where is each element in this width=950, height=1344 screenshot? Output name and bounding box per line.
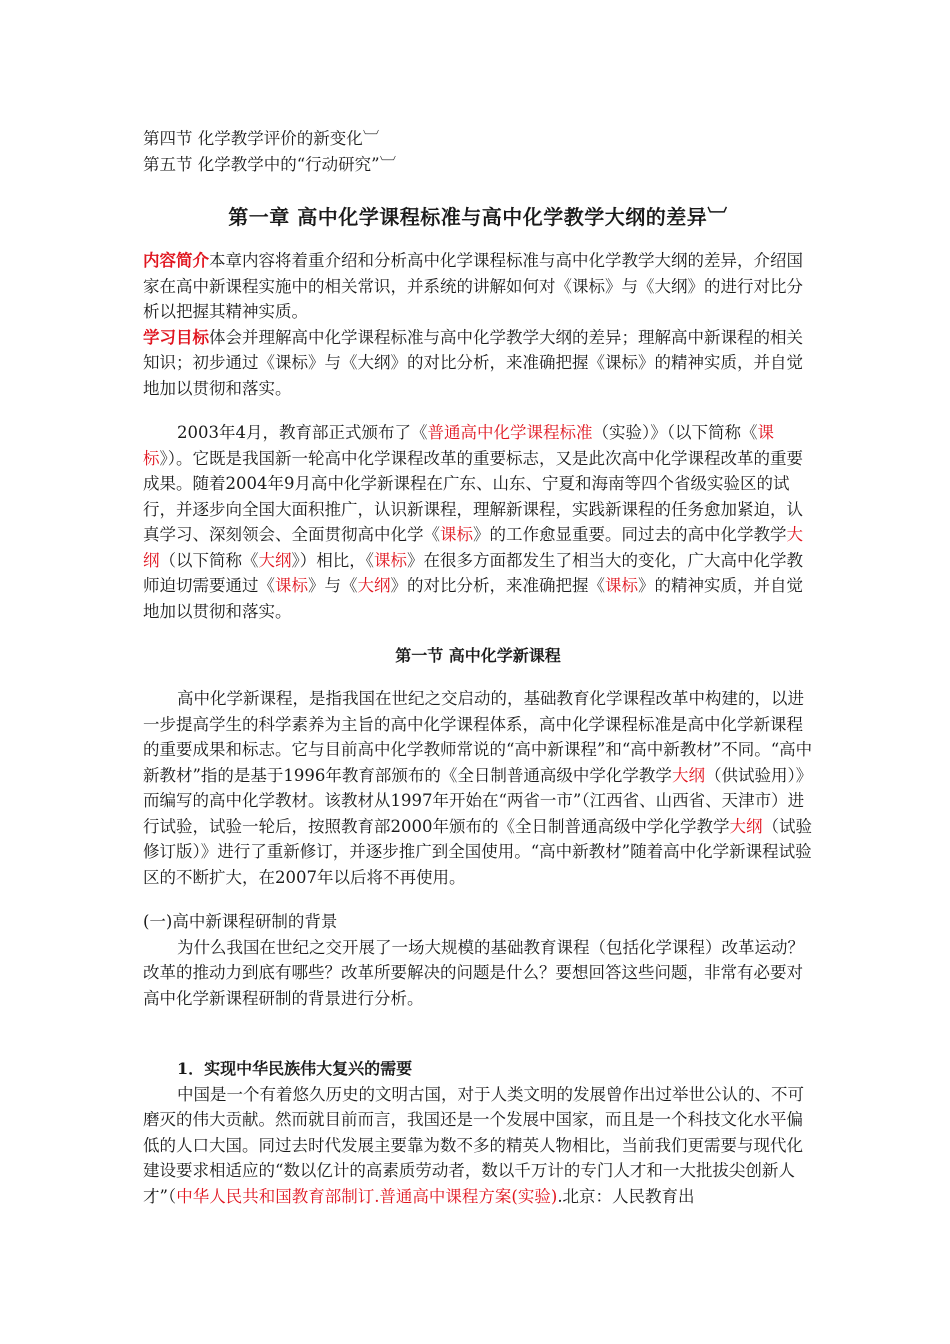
highlight-term: 课标 <box>605 576 638 595</box>
highlight-term: 大纲 <box>357 576 391 595</box>
goal-text: 体会并理解高中化学课程标准与高中化学教学大纲的差异；理解高中新课程的相关知识；初步通过《课标》与《大纲》的对比分析，来准确把握《课标》的精神实质，并自觉地加以贯彻和落实。 <box>143 327 803 398</box>
goal-paragraph <box>143 325 813 402</box>
summary-label: 内容简介 <box>143 251 209 270</box>
highlight-term: 大纲 <box>671 765 705 785</box>
subsection-background <box>143 909 813 1011</box>
highlight-term: 大纲 <box>258 550 292 570</box>
highlight-term: 大纲 <box>143 525 803 570</box>
text-run: 》的工作愈显重要。同过去的高中化学教学 <box>473 525 787 544</box>
text-run: 》）相比，《 <box>291 550 374 570</box>
point-national-revival <box>143 1056 813 1209</box>
text-run: 》）。它既是我国新一轮高中化学课程改革的重要标志，又是此次高中化学课程改革的重要成果。随着2004年9月高中化学新课程在广东、山东、宁夏和海南等四个省级实验区的试行，并逐步向全国大面积推广，认识新课程，理解新课程，实践新课程的任务愈加紧迫，认真学习、深刻领会、全面贯彻高中化学《 <box>143 448 803 544</box>
point-text <box>143 1082 813 1210</box>
text-run: （实验）》（以下简称《 <box>592 423 758 442</box>
section-title: 第一节 高中化学新课程 <box>395 646 561 665</box>
text-run: 》的对比分析，来准确把握《 <box>390 576 605 595</box>
toc-item-section5[interactable]: 第五节 化学教学中的“行动研究”︺ <box>143 154 397 174</box>
text-run: 》在很多方面都发生了相当大的变化，广大高中化学教师迫切需要通过《 <box>143 550 803 595</box>
chapter-intro <box>143 248 813 401</box>
summary-text: 本章内容将着重介绍和分析高中化学课程标准与高中化学教学大纲的差异，介绍国家在高中新课程实施中的相关常识，并系统的讲解如何对《课标》与《大纲》的进行对比分析以把握其精神实质。 <box>143 251 803 321</box>
highlight-term: 课标 <box>275 576 308 595</box>
highlight-term: 课标 <box>374 550 407 570</box>
paragraph-new-curriculum <box>143 686 813 890</box>
text-run: 高中化学新课程，是指我国在世纪之交启动的，基础教育化学课程改革中构建的，以进一步提高学生的科学素养为主旨的高中化学课程体系，高中化学课程标准是高中化学新课程的重要成果和标志。它与目前高中化学教师常说的“高中新课程”和“高中新教材”不同。“高中新教材”指的是基于1996年教育部颁布的《全日制普通高级中学化学教学 <box>143 689 813 785</box>
highlight-term: 大纲 <box>729 816 763 836</box>
summary-paragraph <box>143 248 813 325</box>
toc-list <box>143 126 813 177</box>
text-run: （试验修订版）》进行了重新修订，并逐步推广到全国使用。“高中新教材”随着高中化学新课程试验区的不断扩大，在2007年以后将不再使用。 <box>143 816 812 887</box>
text-run: （供试验用）》而编写的高中化学教材。该教材从1997年开始在“两省一市”（江西省、山西省、天津市）进行试验，试验一轮后，按照教育部2000年颁布的《全日制普通高级中学化学教学 <box>143 765 813 836</box>
goal-label: 学习目标 <box>143 327 209 347</box>
chapter-title: 第一章 高中化学课程标准与高中化学教学大纲的差异︺ <box>228 205 728 229</box>
text-run: 中国是一个有着悠久历史的文明古国，对于人类文明的发展曾作出过举世公认的、不可磨灭的伟大贡献。然而就目前而言，我国还是一个发展中国家，而且是一个科技文化水平偏低的人口大国。同过去时代发展主要靠为数不多的精英人物相比，当前我们更需要与现代化建设要求相适应的“数以亿计的高素质劳动者，数以千万计的专门人才和一大批拔尖创新人才”（ <box>143 1084 804 1206</box>
citation-highlight: 中华人民共和国教育部制订.普通高中课程方案(实验) <box>176 1186 558 1206</box>
highlight-term: 课标 <box>440 525 473 544</box>
text-run: 》与《 <box>308 576 358 595</box>
text-run: 》的精神实质，并自觉地加以贯彻和落实。 <box>143 576 803 621</box>
subsection-text: 为什么我国在世纪之交开展了一场大规模的基础教育课程（包括化学课程）改革运动？改革的推动力到底有哪些？改革所要解决的问题是什么？要想回答这些问题，非常有必要对高中化学新课程研制的背景进行分析。 <box>143 937 804 1008</box>
text-run: （以下简称《 <box>159 550 259 570</box>
highlight-term: 课标 <box>143 423 774 468</box>
text-run: 2003年4月，教育部正式颁布了《 <box>177 423 428 442</box>
text-run: .北京：人民教育出 <box>557 1186 695 1206</box>
highlight-term: 普通高中化学课程标准 <box>427 423 593 442</box>
paragraph-curriculum-standard <box>143 420 813 624</box>
subsection-title: (一)高中新课程研制的背景 <box>143 912 338 931</box>
toc-item-section4[interactable]: 第四节 化学教学评价的新变化︺ <box>143 129 380 148</box>
point-title: 1．实现中华民族伟大复兴的需要 <box>177 1059 413 1078</box>
